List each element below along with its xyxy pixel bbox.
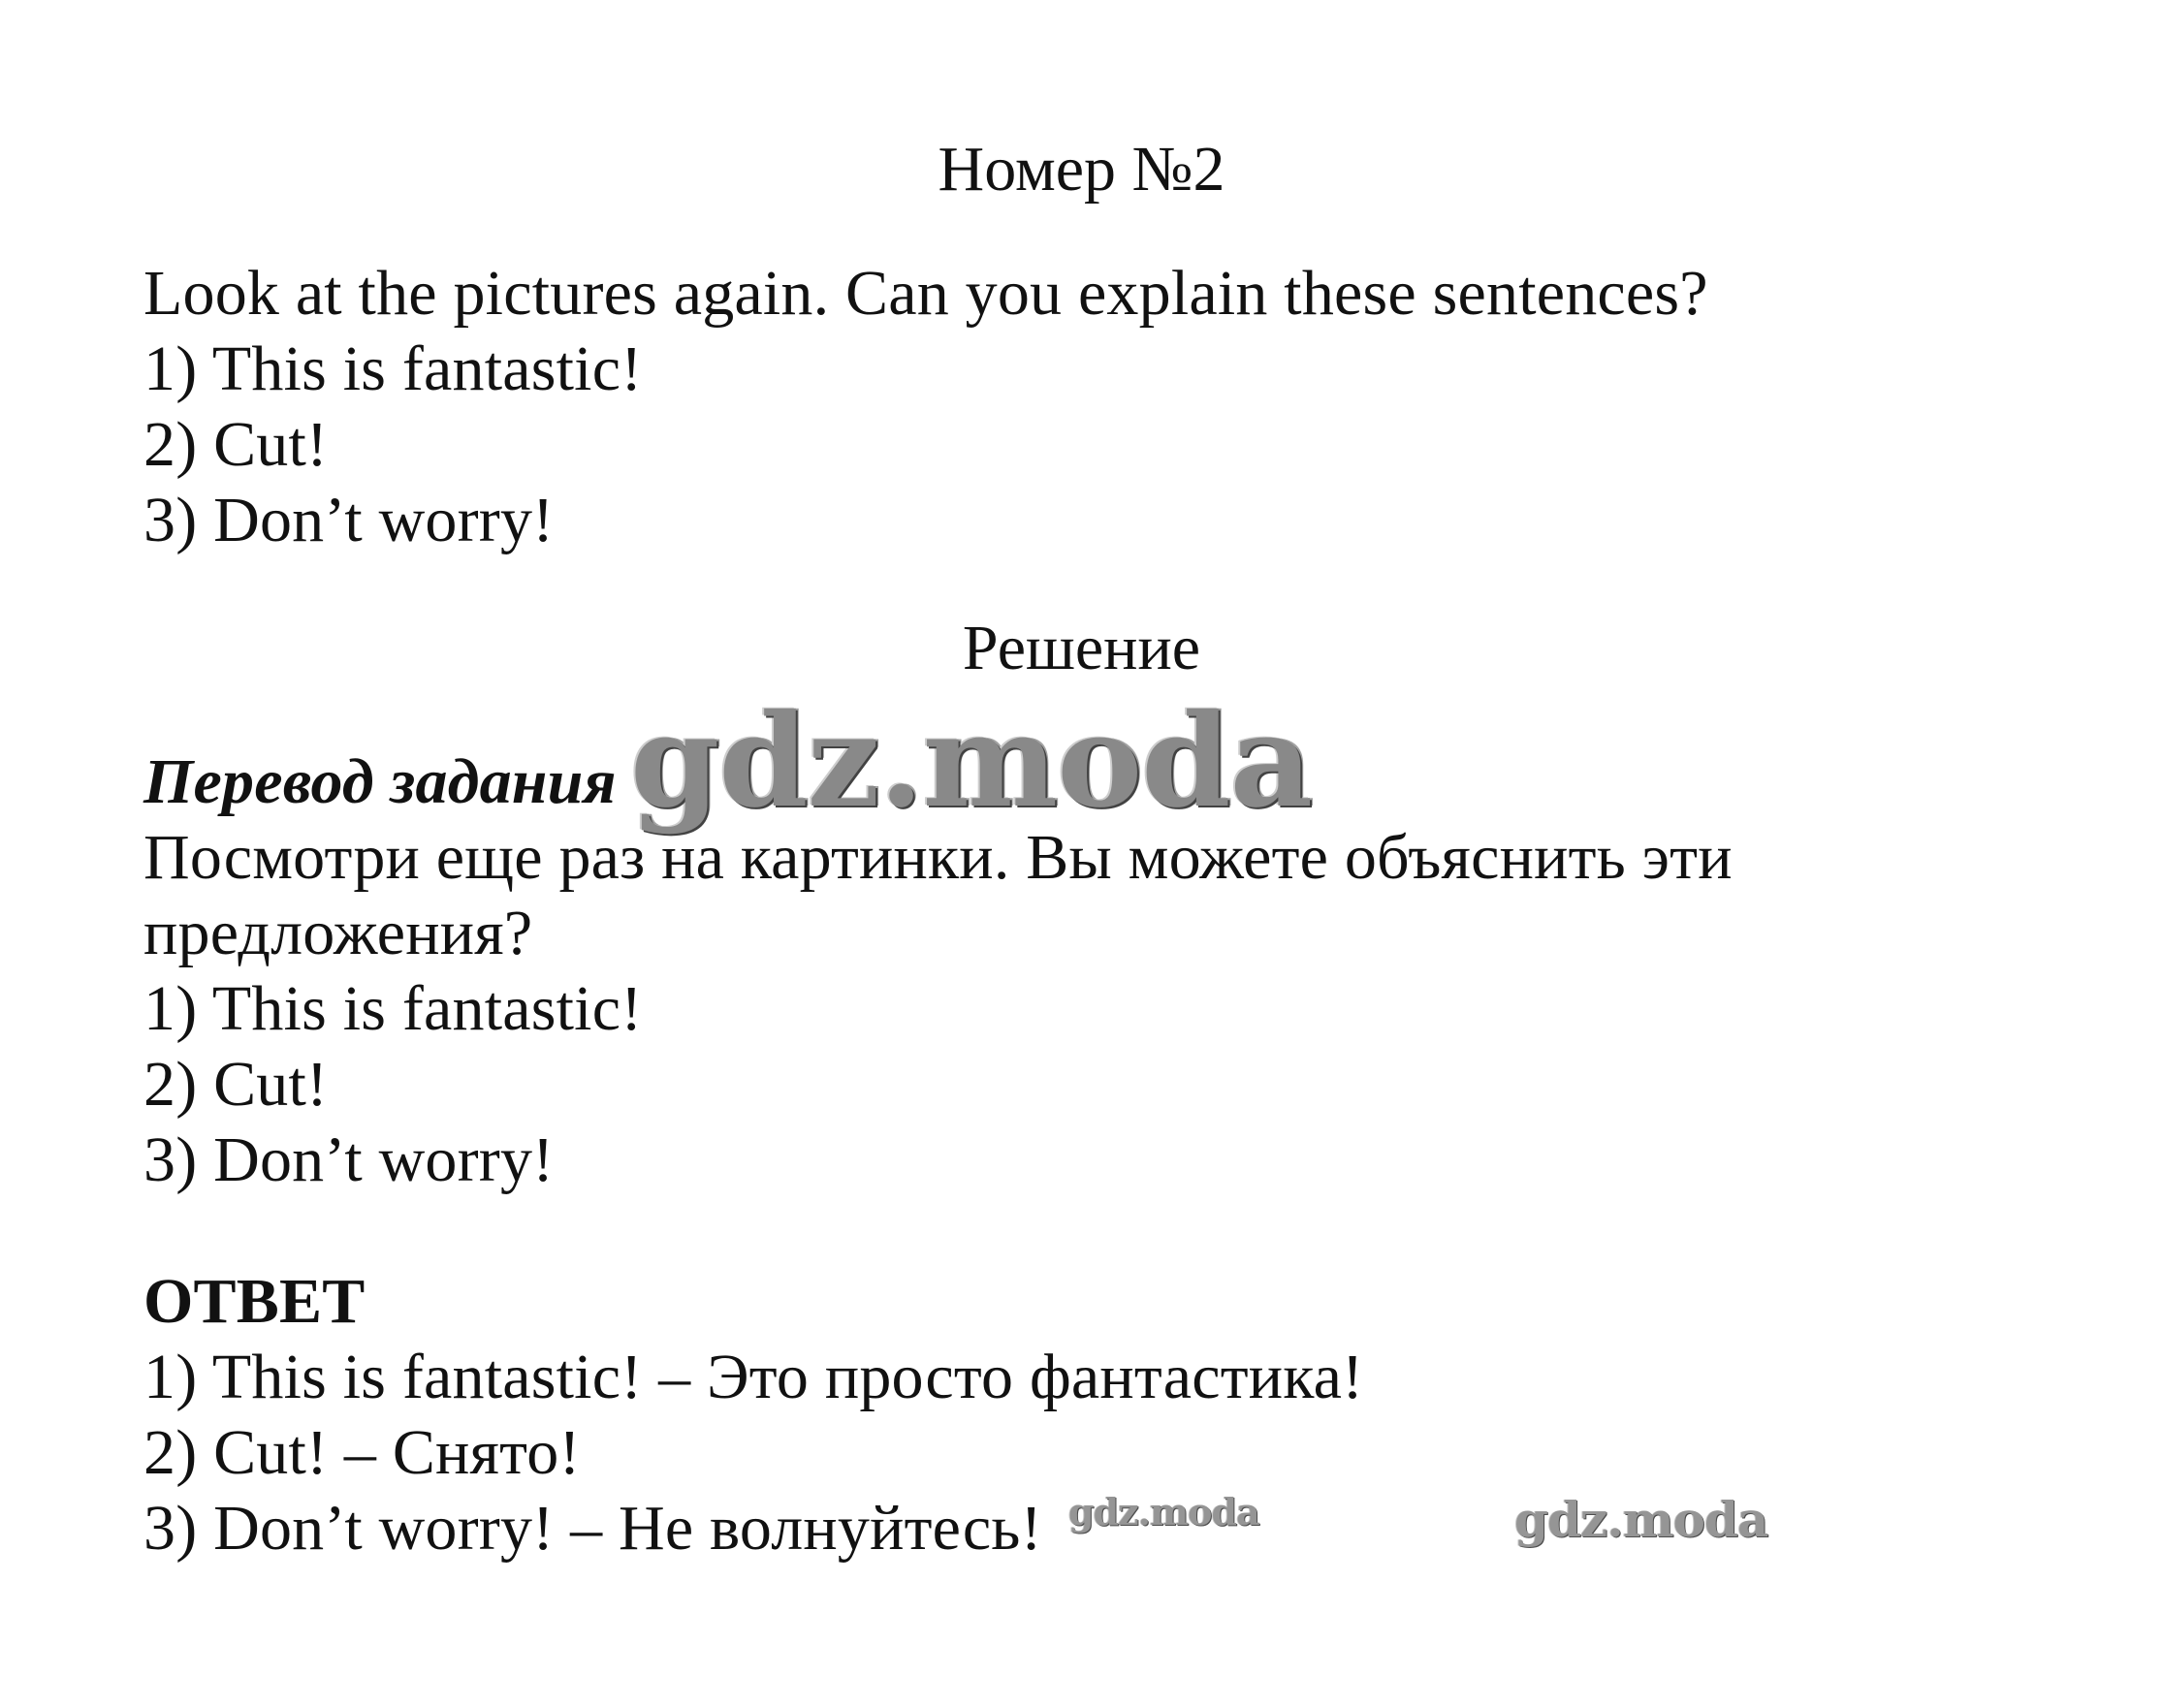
task-item-2: 2) Cut! <box>143 409 329 480</box>
watermark-small-1: gdz.moda <box>1068 1490 1259 1534</box>
answer-item-2: 2) Cut! – Снято! <box>143 1417 581 1488</box>
solution-heading: Решение <box>962 613 1201 683</box>
translation-text-line-1: Посмотри еще раз на картинки. Вы можете объяснить эти <box>143 822 1733 893</box>
watermark-large: gdz.moda <box>630 686 1313 837</box>
translation-item-1: 1) This is fantastic! <box>143 973 643 1044</box>
translation-heading: Перевод задания <box>143 746 617 817</box>
answer-heading: ОТВЕТ <box>143 1266 366 1337</box>
task-item-1: 1) This is fantastic! <box>143 333 643 404</box>
watermark-small-2: gdz.moda <box>1514 1491 1768 1548</box>
task-item-3: 3) Don’t worry! <box>143 485 555 555</box>
task-prompt: Look at the pictures again. Can you explain these sentences? <box>143 258 1708 329</box>
translation-text-line-2: предложения? <box>143 898 533 968</box>
translation-item-2: 2) Cut! <box>143 1049 329 1120</box>
exercise-number-title: Номер №2 <box>938 134 1225 205</box>
answer-item-3: 3) Don’t worry! – Не волнуйтесь! <box>143 1493 1042 1564</box>
translation-item-3: 3) Don’t worry! <box>143 1124 555 1195</box>
answer-item-1: 1) This is fantastic! – Это просто фантастика! <box>143 1342 1364 1412</box>
